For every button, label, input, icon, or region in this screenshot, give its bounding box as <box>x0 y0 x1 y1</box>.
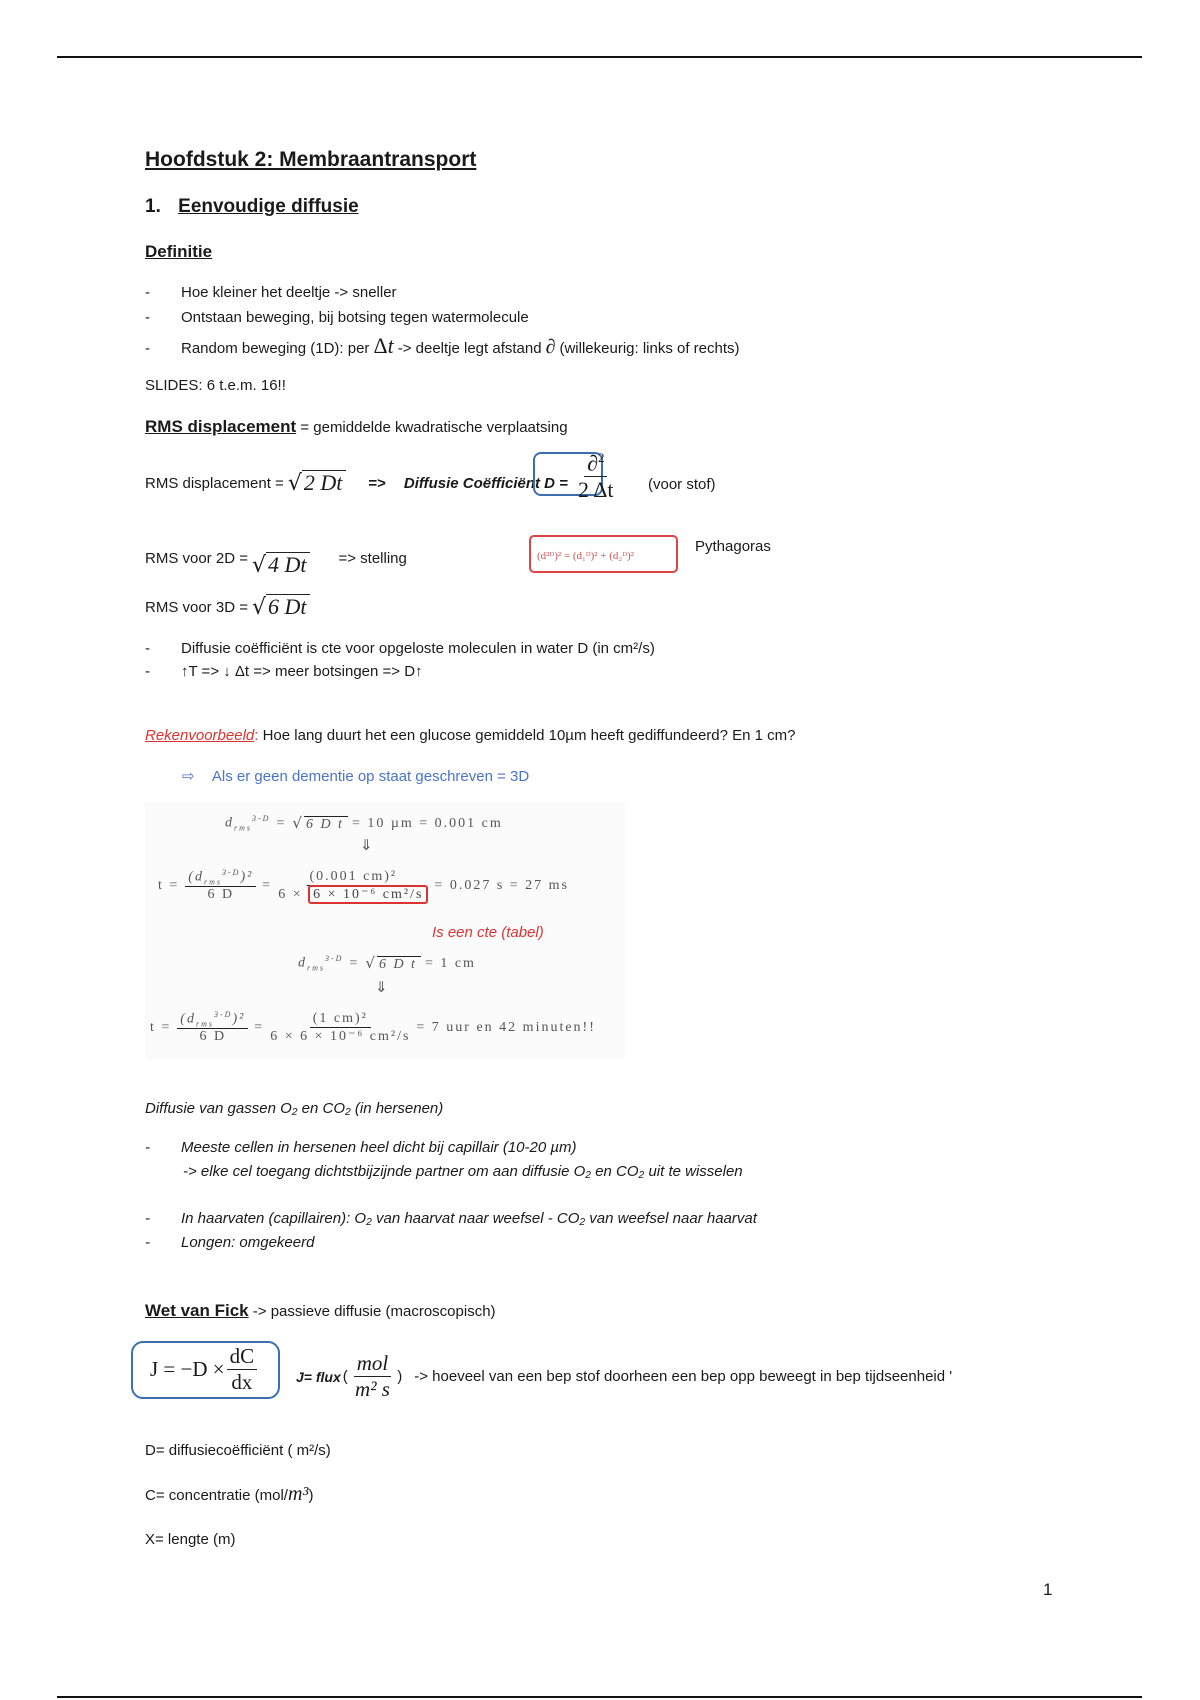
fick-formula: J = −D × $\frac{dC}{dx}$ <box>150 1344 257 1395</box>
calc-line-3: $d_{rms}^{3-D}$ = √ 6 D t = 1 cm <box>298 954 476 973</box>
list-item-sub: -> elke cel toegang dichtstbijzijnde partner om aan diffusie O₂ en CO₂ uit te wisselen <box>183 1163 743 1180</box>
gassen-title: Diffusie van gassen O₂ en CO₂ (in hersenen) <box>145 1100 444 1117</box>
rekenvoorbeeld-line: Rekenvoorbeeld: Hoe lang duurt het een glucose gemiddeld 10µm heeft gediffundeerd? En 1 cm? <box>145 727 796 744</box>
list-item: - Ontstaan beweging, bij botsing tegen watermolecule <box>145 309 529 326</box>
rms-3d-formula: RMS voor 3D = √6 Dt <box>145 594 310 620</box>
list-item: - Longen: omgekeerd <box>145 1234 315 1251</box>
pythagoras-box <box>529 535 678 573</box>
pythagoras-formula-image <box>531 537 676 571</box>
chapter-heading: Hoofdstuk 2: Membraantransport <box>145 148 477 171</box>
fick-desc: -> passieve diffusie (macroscopisch) <box>252 1303 496 1320</box>
def-x: X= lengte (m) <box>145 1531 236 1548</box>
section-number: 1. <box>145 196 161 217</box>
list-item: - Diffusie coëfficiënt is cte voor opgeloste moleculen in water D (in cm²/s) <box>145 640 655 657</box>
section-heading <box>145 196 359 218</box>
calc-line-4: t = $\frac{(d_{rms}^{3-D})^2}{6 D}$ = $\frac{\text{(1 cm)²}}{\text{6 × 6 × 10⁻⁶ cm²/s}}$ = 7 uur en 42 minuten!! <box>150 1010 596 1045</box>
list-item: - ↑T => ↓ Δt => meer botsingen => D↑ <box>145 663 423 680</box>
hint-line: ⇨ Als er geen dementie op staat geschreven = 3D <box>182 768 530 785</box>
sqrt-6dt: √6 Dt <box>252 594 311 620</box>
list-item: - Meeste cellen in hersenen heel dicht bij capillair (10-20 µm) <box>145 1139 577 1156</box>
fick-title: Wet van Fick <box>145 1301 249 1320</box>
calc-line-2: t = $\frac{(d_{rms}^{3-D})^2}{6 D}$ = $\frac{\text{(0.001 cm)²}}{\text{6 × 6 × 10⁻⁶ cm²/s}}$ = 0.027 s = 27 ms <box>158 868 569 903</box>
flux-unit: $\frac{\text{mol}}{\text{m² s}}$ <box>355 1351 390 1401</box>
down-arrow-icon: ⇓ <box>375 980 390 996</box>
partial-symbol: ∂ <box>545 336 556 358</box>
top-rule <box>57 56 1142 58</box>
list-item: - Random beweging (1D): per Δt -> deeltje legt afstand ∂ (willekeurig: links of rechts) <box>145 333 740 358</box>
voor-stof: (voor stof) <box>648 476 716 493</box>
slides-note: SLIDES: 6 t.e.m. 16!! <box>145 377 286 394</box>
diffusion-fraction: $\frac{\partial^2}{2 \Delta t}$ <box>578 450 614 503</box>
bottom-rule <box>57 1696 1142 1698</box>
definitie-title: Definitie <box>145 242 213 261</box>
down-arrow-icon: ⇓ <box>360 838 375 854</box>
arrow-right-icon: ⇨ <box>182 768 195 785</box>
calc-line-1: $d_{rms}^{3-D}$ = √ 6 D t = 10 µm = 0.001 cm <box>225 814 503 833</box>
rekenvoorbeeld-label: Rekenvoorbeeld <box>145 727 255 744</box>
rms-title: RMS displacement <box>145 417 297 436</box>
list-item: - Hoe kleiner het deeltje -> sneller <box>145 284 397 301</box>
rms-2d-formula: RMS voor 2D = √4 Dt => stelling <box>145 549 407 578</box>
fick-heading <box>145 1301 496 1321</box>
section-title: Eenvoudige diffusie <box>178 196 359 217</box>
flux-line: J= flux ( $\frac{\text{mol}}{\text{m² s}}$ ) -> hoeveel van een bep stof doorheen een bep opp beweegt in bep tijdseenheid ' <box>296 1351 953 1401</box>
svg-text:(d²ᴰ)² = (d₁ᴰ)² + (d₂ᴰ)²: (d²ᴰ)² = (d₁ᴰ)² + (d₂ᴰ)² <box>537 550 634 562</box>
cte-note: Is een cte (tabel) <box>432 924 544 941</box>
sqrt-4dt: √4 Dt <box>252 552 311 578</box>
list-item: - In haarvaten (capillairen): O₂ van haarvat naar weefsel - CO₂ van weefsel naar haarvat <box>145 1210 757 1227</box>
rms-heading <box>145 417 568 437</box>
def-c: C= concentratie (mol/m³) <box>145 1483 314 1505</box>
rms-1d-formula: RMS displacement = √2 Dt => Diffusie Coëfficiënt D = <box>145 470 568 496</box>
sqrt-2dt: √2 Dt <box>288 470 347 496</box>
rms-desc: = gemiddelde kwadratische verplaatsing <box>300 419 568 436</box>
def-d: D= diffusiecoëfficiënt ( m²/s) <box>145 1442 331 1459</box>
pythagoras-label: Pythagoras <box>695 538 771 555</box>
delta-t-symbol: Δt <box>373 333 394 358</box>
page-number: 1 <box>1043 1580 1053 1599</box>
rekenvoorbeeld-question: Hoe lang duurt het een glucose gemiddeld 10µm heeft gediffundeerd? En 1 cm? <box>262 727 796 744</box>
